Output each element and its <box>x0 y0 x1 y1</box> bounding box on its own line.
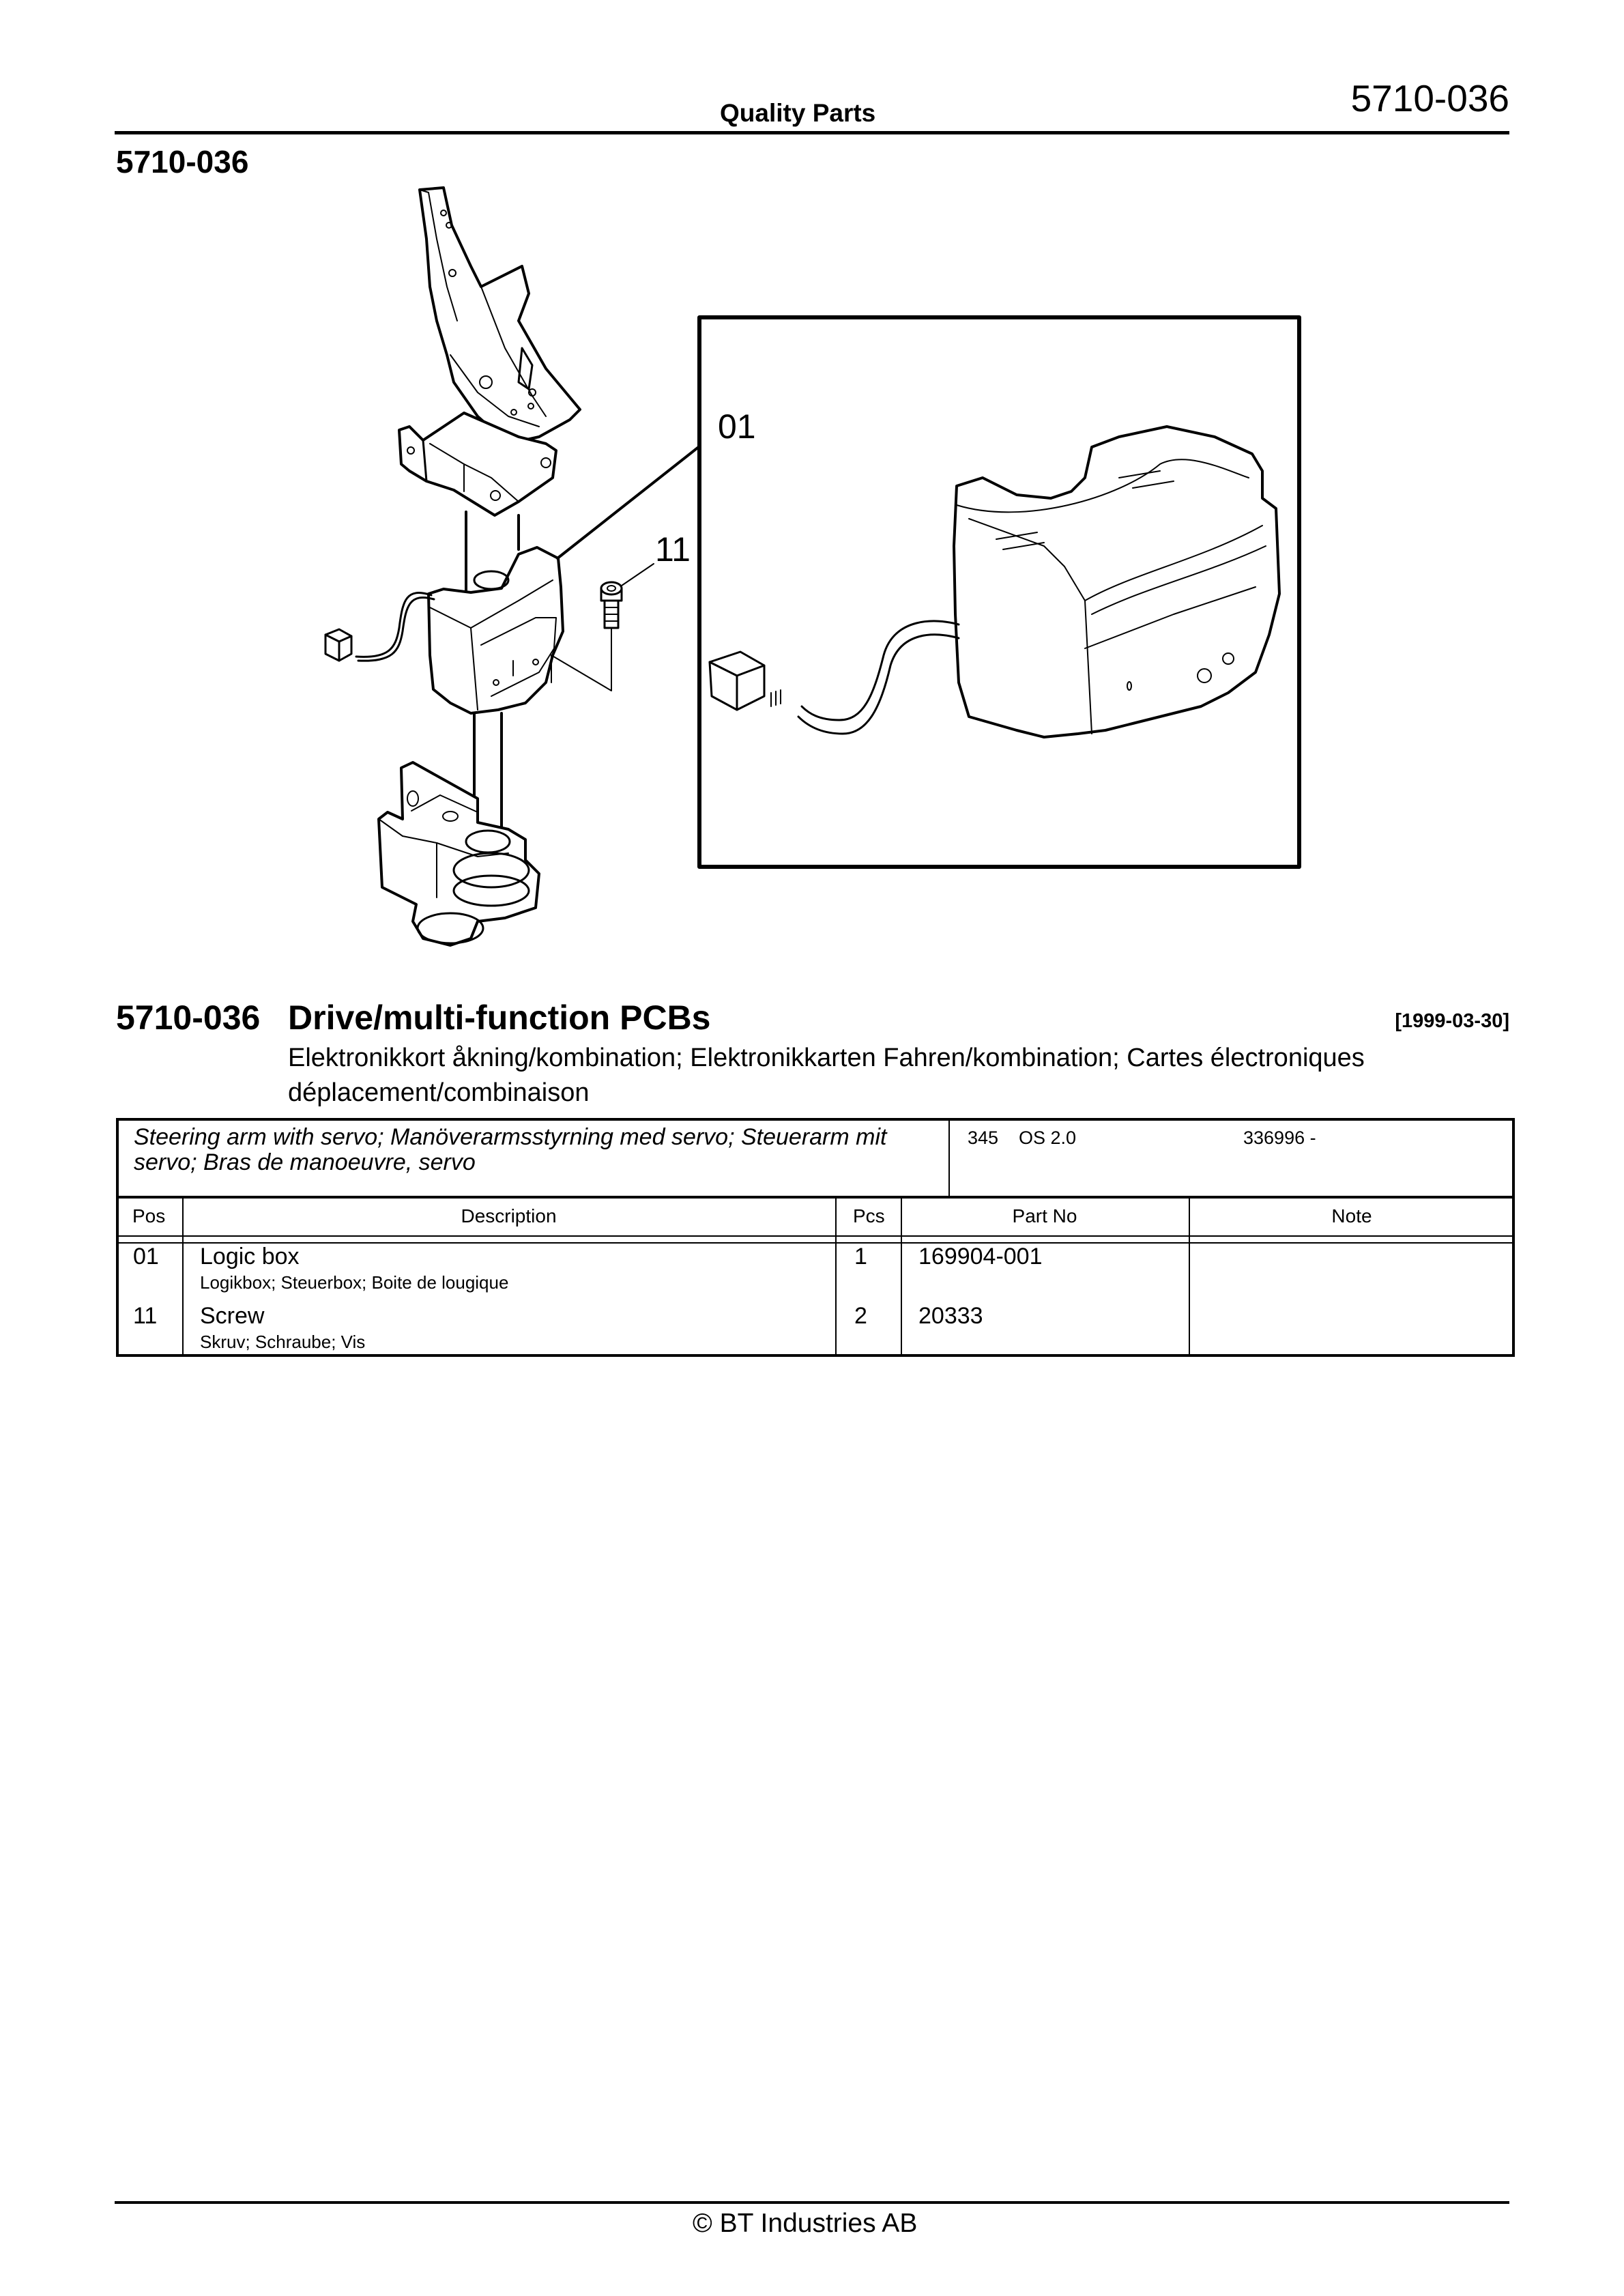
col-header-partno: Part No <box>1012 1205 1077 1226</box>
title-date: [1999-03-30] <box>1395 1010 1509 1032</box>
header-separator-top <box>116 1235 1515 1237</box>
col-header-pcs: Pcs <box>853 1205 885 1226</box>
title-text: Drive/multi-function PCBs <box>288 999 711 1037</box>
assembly-description: Steering arm with servo; Manöverarmsstyrning med servo; Steuerarm mit servo; Bras de manoeuvre, servo <box>134 1124 887 1175</box>
header-separator-bottom <box>116 1242 1515 1244</box>
row-pos: 01 <box>133 1244 159 1269</box>
header-title: Quality Parts <box>720 99 876 127</box>
row-pcs: 1 <box>854 1244 867 1269</box>
model-number: 345 <box>968 1128 999 1148</box>
logic-box-assembled <box>429 547 563 713</box>
title-code: 5710-036 <box>116 999 261 1037</box>
col-header-pos: Pos <box>132 1205 166 1226</box>
callout-01: 01 <box>718 407 756 446</box>
assembly-divider <box>948 1119 950 1196</box>
assembly-separator <box>116 1196 1515 1199</box>
serial-range: 336996 - <box>1243 1128 1316 1148</box>
copyright-text: © BT Industries AB <box>693 2209 918 2238</box>
screw-part <box>601 582 622 628</box>
page-code: 5710-036 <box>1350 77 1509 119</box>
steering-arm-bracket <box>420 188 580 444</box>
col-header-description: Description <box>461 1205 557 1226</box>
row-translations: Skruv; Schraube; Vis <box>200 1332 366 1352</box>
screw-leader-lines <box>551 564 654 691</box>
row-description: Screw <box>200 1303 265 1329</box>
row-part-no: 20333 <box>918 1303 983 1329</box>
section-heading: 5710-036 <box>116 144 249 180</box>
title-translations: Elektronikkort åkning/kombination; Elektronikkarten Fahren/kombination; Cartes électroniques déplacement/combinaison <box>288 1044 1365 1107</box>
row-pos: 11 <box>133 1303 158 1329</box>
row-description: Logic box <box>200 1244 300 1269</box>
logic-box-cable <box>325 593 434 661</box>
row-pcs: 2 <box>854 1303 867 1329</box>
footer-rule <box>115 2201 1509 2204</box>
header-rule <box>115 131 1509 134</box>
model-variant: OS 2.0 <box>1019 1128 1077 1148</box>
row-part-no: 169904-001 <box>918 1244 1043 1269</box>
lower-bracket <box>379 762 539 945</box>
col-header-note: Note <box>1331 1205 1372 1226</box>
exploded-parts-diagram <box>300 171 1324 990</box>
row-translations: Logikbox; Steuerbox; Boite de lougique <box>200 1272 509 1293</box>
callout-11: 11 <box>655 530 691 569</box>
